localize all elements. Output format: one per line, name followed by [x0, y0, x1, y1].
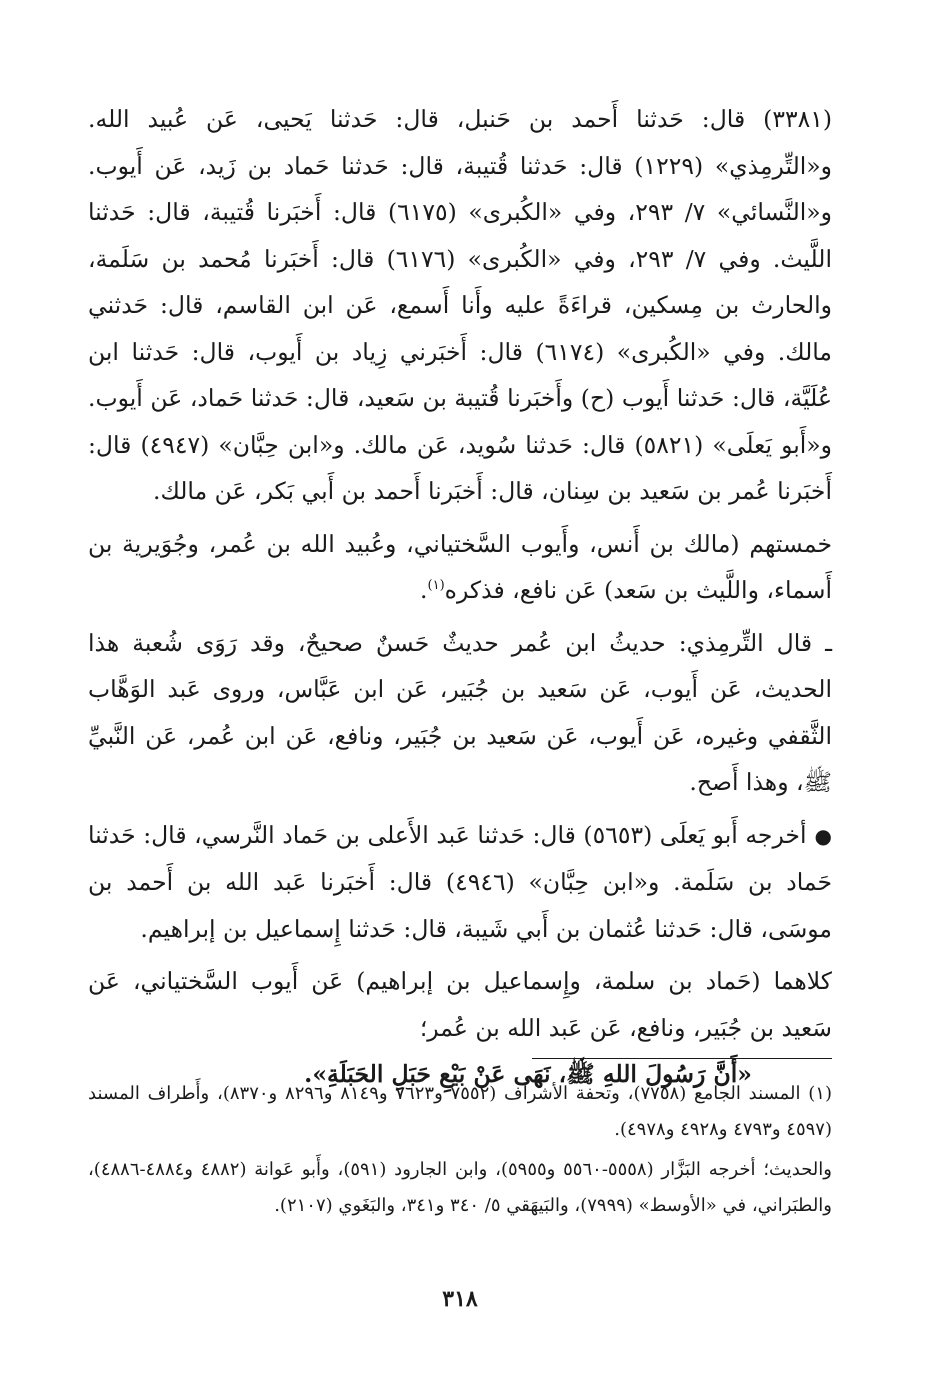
hadith-text: «أَنَّ رَسُولَ اللهِ ﷺ، نَهَى عَنْ بَيْعِ حَبَلِ الحَبَلَةِ».	[304, 1060, 752, 1088]
footnote-2: والحديث؛ أخرجه البَزَّار (٥٥٥٨-٥٥٦٠ و٥٩٥٥)، وابن الجارود (٥٩١)، وأَبو عَوانة (٤٨٨٢ و٤٨٨٤-٤٨٨٦)، والطبَراني، في «الأوسط» (٧٩٩٩)، والبَيهَقي ٥/ ٣٤٠ و٣٤١، والبَغَوي (٢١٠٧).	[88, 1159, 832, 1216]
book-page	[88, 96, 832, 1346]
page-number: ٣١٨	[442, 1286, 478, 1312]
footnote-1: (١) المسند الجامع (٧٧٥٨)، وتحفة الأشراف (٧٥٥٢ و٧٦٢٣ و٨١٤٩ و٨٢٩٦ و٨٣٧٠)، وأَطراف المسند (٤٥٩٧ و٤٧٩٣ و٤٩٢٨ و٤٩٧٨).	[88, 1083, 832, 1140]
paragraph-summary	[88, 521, 832, 614]
paragraph-tirmidhi-comment	[88, 620, 832, 806]
paragraph-text: كلاهما (حَماد بن سلمة، وإِسماعيل بن إبراهيم) عَن أَيوب السَّختياني، عَن سَعيد بن جُبَير، ونافع، عَن عَبد الله بن عُمر؛	[88, 967, 832, 1042]
footnote-divider	[532, 1058, 832, 1059]
bullet-icon: ●	[814, 823, 832, 848]
paragraph-text: خمستهم (مالك بن أَنس، وأَيوب السَّختياني، وعُبيد الله بن عُمر، وجُوَيرية بن أَسماء، واللَّيث بن سَعد) عَن نافع، فذكره	[88, 529, 832, 604]
paragraph-text: أخرجه أَبو يَعلَى (٥٦٥٣) قال: حَدثنا عَبد الأَعلى بن حَماد النَّرسي، قال: حَدثنا حَماد بن سَلَمة. و«ابن حِبَّان» (٤٩٤٦) قال: أَخبَرنا عَبد الله بن أَحمد بن موسَى، قال: حَدثنا عُثمان بن أَبي شَيبة، قال: حَدثنا إِسماعيل بن إبراهيم.	[88, 820, 832, 943]
paragraph-suffix: .	[420, 576, 428, 604]
paragraph-isnad-1	[88, 96, 832, 515]
paragraph-isnad-2	[88, 812, 832, 953]
footnote-ref[interactable]: (١)	[427, 578, 445, 594]
paragraph-text: ـ قال التِّرمِذي: حديثُ ابن عُمر حديثٌ حَسنٌ صحيحٌ، وقد رَوَى شُعبة هذا الحديث، عَن أَيوب، عَن سَعيد بن جُبَير، عَن ابن عَبَّاس، وروى عَبد الوَهَّاب الثَّقفي وغيره، عَن أَيوب، عَن سَعيد بن جُبَير، ونافع، عَن ابن عُمر، عَن النَّبيِّ ﷺ، وهذا أَصح.	[88, 628, 832, 796]
footnotes	[88, 1076, 832, 1224]
main-text	[88, 96, 832, 1098]
paragraph-both	[88, 958, 832, 1051]
paragraph-text: (٣٣٨١) قال: حَدثنا أَحمد بن حَنبل، قال: حَدثنا يَحيى، عَن عُبيد الله. و«التِّرمِذي» (١٢٢٩) قال: حَدثنا قُتيبة، قال: حَدثنا حَماد بن زَيد، عَن أَيوب. و«النَّسائي» ٧/ ٢٩٣، وفي «الكُبرى» (٦١٧٥) قال: أَخبَرنا قُتيبة، قال: حَدثنا اللَّيث. وفي ٧/ ٢٩٣، وفي «الكُبرى» (٦١٧٦) قال: أَخبَرنا مُحمد بن سَلَمة، والحارث بن مِسكين، قراءَةً عليه وأَنا أَسمع، عَن ابن القاسم، قال: حَدثني مالك. وفي «الكُبرى» (٦١٧٤) قال: أَخبَرني زِياد بن أَيوب، قال: حَدثنا ابن عُلَيَّة، قال: حَدثنا أَيوب (ح) وأَخبَرنا قُتيبة بن سَعيد، قال: حَدثنا حَماد، عَن أَيوب. و«أَبو يَعلَى» (٥٨٢١) قال: حَدثنا سُويد، عَن مالك. و«ابن حِبَّان» (٤٩٤٧) قال: أَخبَرنا عُمر بن سَعيد بن سِنان، قال: أَخبَرنا أَحمد بن أَبي بَكر، عَن مالك.	[88, 105, 833, 505]
